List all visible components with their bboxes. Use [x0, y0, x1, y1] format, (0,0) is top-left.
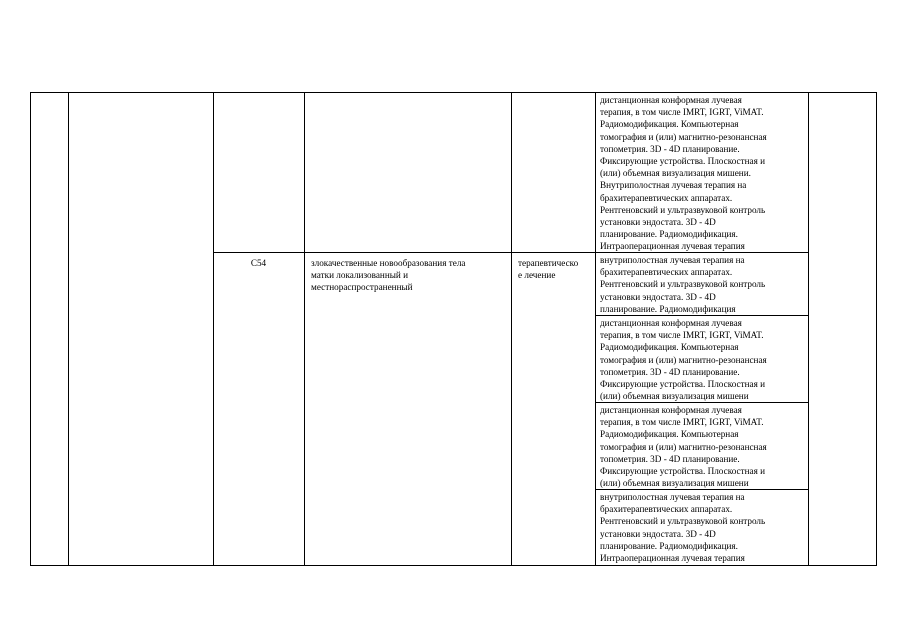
col-border: [511, 92, 512, 566]
table-bottom-border: [30, 565, 876, 566]
method-line: дистанционная конформная лучевая: [600, 95, 742, 105]
col-border: [304, 92, 305, 566]
method-line: Рентгеновский и ультразвуковой контроль: [600, 516, 766, 527]
col-border: [808, 92, 809, 566]
method-line: планирование. Радиомодификация: [600, 303, 736, 314]
treatment-type-line: терапевтическо: [518, 258, 579, 268]
col-border: [595, 92, 596, 566]
method-line: брахитерапевтических аппаратах.: [600, 192, 733, 203]
method-line: Радиомодификация. Компьютерная: [600, 119, 739, 130]
method-line: терапия, в том числе IMRT, IGRT, ViMAT.: [600, 417, 764, 428]
col-border: [68, 92, 69, 566]
treatment-type-line: е лечение: [518, 270, 556, 280]
method-line: Внутриполостная лучевая терапия на: [600, 180, 747, 191]
method-line: внутриполостная лучевая терапия на: [600, 492, 745, 502]
method-line: топометрия. 3D - 4D планирование.: [600, 143, 740, 154]
method-line: установки эндостата. 3D - 4D: [600, 217, 716, 227]
method-line: Радиомодификация. Компьютерная: [600, 429, 739, 440]
icd-code: C54: [250, 258, 267, 268]
method-line: (или) объемная визуализация мишени: [600, 391, 749, 402]
col-border: [30, 92, 31, 566]
method-line: дистанционная конформная лучевая: [600, 318, 742, 328]
method-line: томография и (или) магнитно-резонансная: [600, 131, 767, 142]
method-line: Интраоперационная лучевая терапия: [600, 241, 745, 252]
method-line: установки эндостата. 3D - 4D: [600, 528, 716, 539]
method-line: томография и (или) магнитно-резонансная: [600, 354, 767, 365]
col-border: [876, 92, 877, 566]
method-line: Фиксирующие устройства. Плоскостная и: [600, 379, 766, 389]
diagnosis-line: матки локализованный и: [311, 270, 409, 280]
method-line: Рентгеновский и ультразвуковой контроль: [600, 204, 766, 215]
method-line: топометрия. 3D - 4D планирование.: [600, 366, 740, 377]
method-line: терапия, в том числе IMRT, IGRT, ViMAT.: [600, 107, 764, 118]
method-line: планирование. Радиомодификация.: [600, 540, 738, 551]
table-top-border: [30, 92, 876, 93]
method-line: установки эндостата. 3D - 4D: [600, 291, 716, 302]
diagnosis-line: местнораспространенный: [311, 282, 413, 292]
method-line: брахитерапевтических аппаратах.: [600, 504, 733, 515]
method-line: (или) объемная визуализация мишени: [600, 478, 749, 489]
method-line: терапия, в том числе IMRT, IGRT, ViMAT.: [600, 330, 764, 341]
method-line: томография и (или) магнитно-резонансная: [600, 441, 767, 452]
method-divider: [595, 315, 808, 316]
method-line: Радиомодификация. Компьютерная: [600, 342, 739, 353]
method-line: дистанционная конформная лучевая: [600, 405, 742, 415]
method-line: Интраоперационная лучевая терапия: [600, 553, 745, 563]
method-line: планирование. Радиомодификация.: [600, 229, 738, 240]
method-line: Фиксирующие устройства. Плоскостная и: [600, 156, 766, 166]
method-line: Фиксирующие устройства. Плоскостная и: [600, 466, 766, 476]
method-line: внутриполостная лучевая терапия на: [600, 255, 745, 265]
method-line: топометрия. 3D - 4D планирование.: [600, 453, 740, 464]
diagnosis-line: злокачественные новообразования тела: [311, 258, 466, 268]
method-line: Рентгеновский и ультразвуковой контроль: [600, 279, 766, 290]
col-border: [213, 92, 214, 566]
method-line: (или) объемная визуализация мишени.: [600, 168, 751, 179]
method-line: брахитерапевтических аппаратах.: [600, 267, 733, 278]
